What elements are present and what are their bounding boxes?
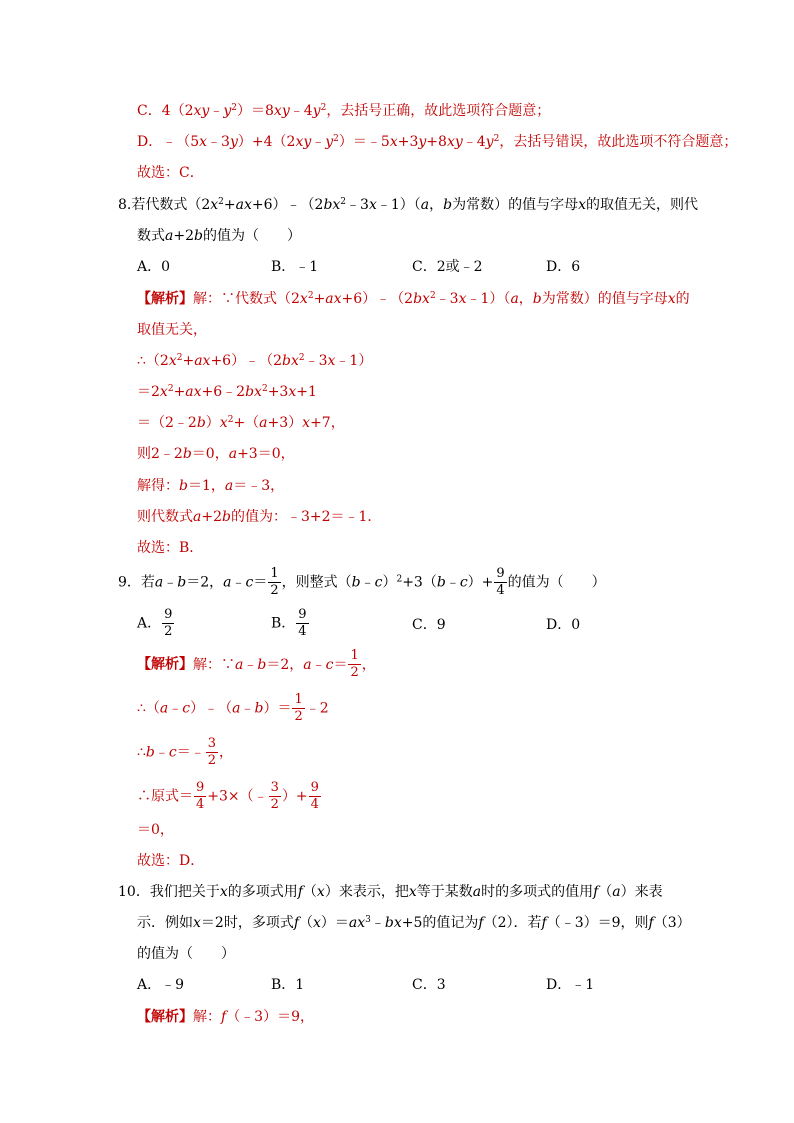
q10-option-a: A．﹣9	[137, 977, 185, 993]
q8-step-2: $=2x^2+ax+6﹣2bx^2+3x+1$	[137, 384, 317, 400]
q9-step-3: ∴原式＝ $\frac{9}{4}$ +3×（﹣ $\frac{3}{2}$ ）+ $\frac{9}{4}$	[137, 780, 319, 812]
q10-option-b: B．1	[271, 977, 305, 993]
q7-answer: 故选：C．	[137, 165, 204, 181]
q8-answer: 故选：B．	[137, 540, 204, 556]
q8-stem-line2: 数式a+2b的值为（ ）	[137, 228, 301, 244]
q9-stem: 9．若a﹣b＝2，a﹣c＝ $\frac{1}{2}$ ，则整式（b﹣c）$^2$+3（b﹣c）+ $\frac{9}{4}$ 的值为（ ）	[118, 566, 606, 598]
q9-option-a: A． $\frac{9}{2}$	[137, 607, 173, 639]
q8-option-c: C．2或﹣2	[412, 259, 483, 275]
q9-step-2: ∴b﹣c＝﹣ $\frac{3}{2}$ ，	[137, 736, 234, 768]
q9-step-4: ＝0，	[137, 822, 174, 838]
q8-step-4: 则2﹣2b＝0，a+3＝0，	[137, 446, 295, 462]
q8-stem-line1: 8.若代数式$(2x^2+ax+6)﹣(2bx^2﹣3x﹣1)(a$，b为常数）的值与字母x的取值无关，则代	[118, 197, 699, 213]
q10-stem-line3: 的值为（ ）	[137, 946, 235, 962]
q8-option-a: A．0	[137, 259, 171, 275]
q8-step-3: $=(2﹣2b)x^2+(a+3)x+7$，	[137, 415, 345, 431]
q10-stem-line2: 示．例如x＝2时，多项式$f(x)=ax^3﹣bx+5$的值记为f（2）．若f（﹣3）＝9，则f（3）	[137, 915, 691, 931]
q10-option-d: D．﹣1	[546, 977, 595, 993]
q8-step-5: 解得：b＝1，a＝﹣3，	[137, 478, 285, 494]
q8-step-6: 则代数式a+2b的值为：﹣3+2＝﹣1．	[137, 509, 382, 525]
q9-answer: 故选：D．	[137, 853, 205, 869]
q10-analysis-line: 【解析】解：f（﹣3）＝9，	[137, 1009, 315, 1025]
q8-option-b: B．﹣1	[271, 259, 319, 275]
q9-option-d: D．0	[546, 617, 581, 633]
q9-step-1: ∴（a﹣c）﹣（a﹣b）＝ $\frac{1}{2}$ ﹣2	[137, 692, 329, 724]
q7-option-c-analysis: C．$4(2xy﹣y^2)=8xy﹣4y^2$，去括号正确，故此选项符合题意；	[137, 103, 551, 119]
q9-analysis-line: 【解析】解：∵a﹣b＝2，a﹣c＝ $\frac{1}{2}$ ，	[137, 648, 376, 680]
q9-analysis-tag: 【解析】	[137, 656, 193, 673]
q9-option-c: C．9	[412, 617, 446, 633]
q7-option-d-analysis: D．$﹣(5x﹣3y)+4(2xy﹣y^2)=﹣5x+3y+8xy﹣4y^2$，去括号错误，故此选项不符合题意；	[137, 134, 738, 150]
q8-option-d: D．6	[546, 259, 581, 275]
q8-step-1: $\therefore(2x^2+ax+6)﹣(2bx^2﹣3x﹣1)$	[137, 353, 373, 369]
q8-analysis-line1: 【解析】解：∵代数式$(2x^2+ax+6)﹣(2bx^2﹣3x﹣1)(a$，b为常数）的值与字母x的	[137, 291, 690, 307]
q8-analysis-tag: 【解析】	[137, 291, 193, 307]
q10-analysis-tag: 【解析】	[137, 1009, 193, 1025]
q10-stem-line1: 10．我们把关于x的多项式用f（x）来表示，把x等于某数a时的多项式的值用f（a）来表	[118, 884, 663, 900]
q9-option-b: B． $\frac{9}{4}$	[271, 607, 307, 639]
q8-analysis-line2: 取值无关，	[137, 322, 207, 338]
q10-option-c: C．3	[412, 977, 446, 993]
